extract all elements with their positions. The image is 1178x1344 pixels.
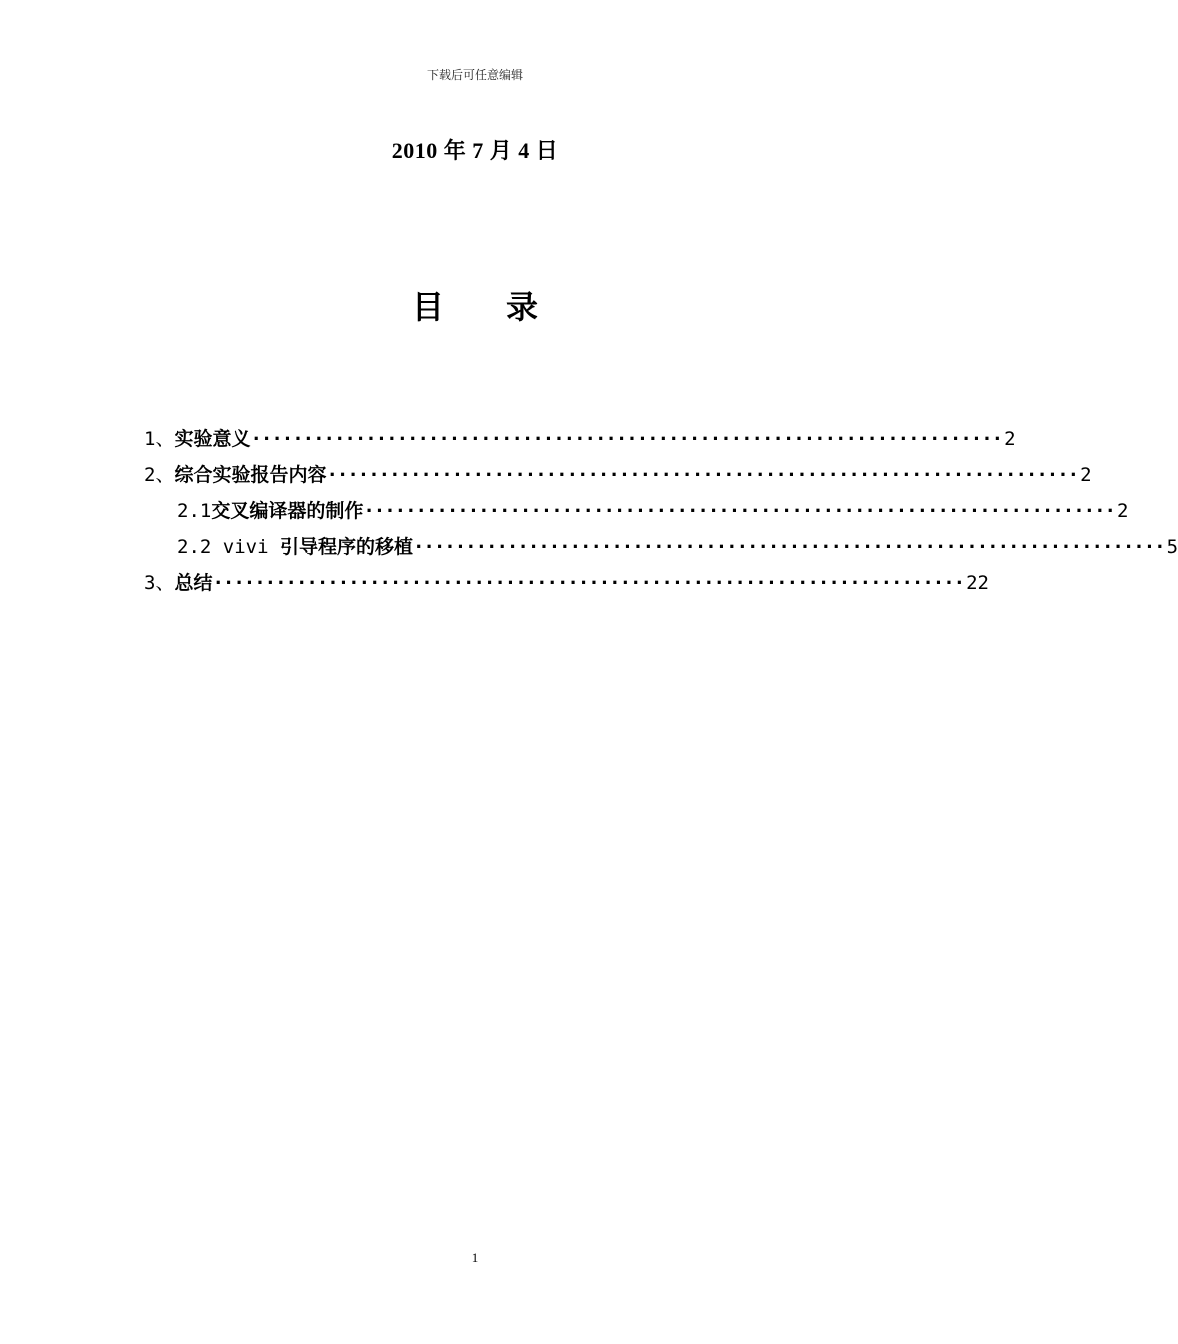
toc-entry-page: 2 [1080,464,1092,486]
dot-leader: ········································································ [212,572,965,594]
toc-heading-char-1: 目 [411,288,444,326]
toc-heading [0,282,950,328]
toc-entry-3[interactable] [144,568,989,598]
toc-entry-page: 5 [1166,536,1178,558]
toc-entry-number: 2.1 [177,500,212,522]
toc-entry-title: 实验意义 [174,428,251,450]
toc-entry-number: 2、 [144,464,175,486]
dot-leader: ········································································ [250,428,1003,450]
toc-entry-title: 总结 [174,572,213,594]
toc-entry-2[interactable] [144,460,1092,490]
toc-entry-2-1[interactable] [177,496,1129,526]
toc-entry-number: 2.2 vivi [177,536,269,558]
toc-entry-title: 引导程序的移植 [279,536,413,558]
toc-heading-char-2: 录 [506,288,539,326]
toc-entry-page: 2 [1004,428,1016,450]
toc-entry-page: 2 [1116,500,1129,522]
toc-entry-1[interactable] [144,424,1016,454]
dot-leader: ········································································ [326,464,1079,486]
header-note: 下载后可任意编辑 [426,68,523,82]
dot-leader: ········································································ [412,536,1165,558]
report-date: 2010 年 7 月 4 日 [391,138,559,163]
toc-entry-page: 22 [966,572,989,594]
dot-leader: ········································································ [363,500,1115,522]
toc-entry-2-2[interactable] [177,532,1178,562]
toc-entry-title: 综合实验报告内容 [174,464,327,486]
page-number: 1 [471,1250,479,1265]
toc-entry-number: 1、 [144,428,175,450]
toc-entry-number: 3、 [144,572,175,594]
toc-entry-title: 交叉编译器的制作 [211,500,364,522]
